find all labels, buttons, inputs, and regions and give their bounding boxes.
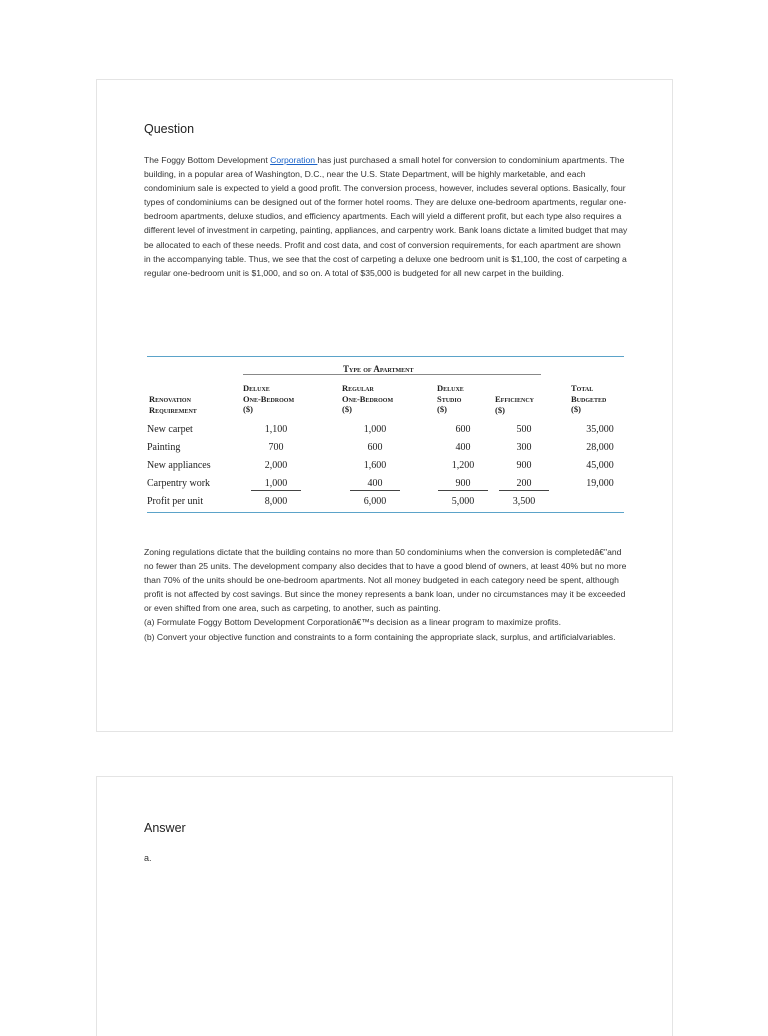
table-cell: 600	[367, 442, 383, 453]
table-cell-total: 35,000	[586, 424, 614, 435]
table-cell: 600	[455, 424, 471, 435]
row-label-new-carpet: New carpet	[147, 424, 193, 435]
table-cell: 5,000	[451, 496, 475, 507]
table-cell: 6,000	[363, 496, 387, 507]
question-followup	[144, 545, 628, 644]
corporation-link[interactable]: Corporation	[270, 155, 318, 165]
table-cell: 1,100	[264, 424, 288, 435]
part-a-prompt: (a) Formulate Foggy Bottom Development Corporationâ€™s decision as a linear program to maximize profits.	[144, 617, 561, 628]
table-cell: 400	[350, 478, 400, 491]
answer-card	[96, 776, 673, 1036]
row-label-new-appliances: New appliances	[147, 460, 211, 471]
zoning-paragraph: Zoning regulations dictate that the building contains no more than 50 condominiums when the conversion is completedâ€"and no fewer than 25 units. The development company also decides that to have a good blend of owners, at least 40% but no more than 70% of the units should be one-bedroom apartments. Not all money budgeted in each category need be spent, although profit is not affected by cost savings. But since the money represents a bank loan, under no circumstances may it be exceeded or even shifted from one area, such as carpeting, to another, such as painting.	[144, 547, 627, 614]
group-header-underline	[243, 374, 541, 375]
table-cell: 500	[516, 424, 532, 435]
table-cell: 8,000	[264, 496, 288, 507]
part-b-prompt: (b) Convert your objective function and constraints to a form containing the appropriate slack, surplus, and artificialvariables.	[144, 631, 616, 642]
intro-text-start: The Foggy Bottom Development	[144, 155, 271, 165]
apartment-cost-table	[147, 356, 624, 514]
type-of-apartment-header: Type of Apartment	[343, 364, 414, 374]
table-cell-total: 19,000	[586, 478, 614, 489]
intro-text-rest: has just purchased a small hotel for conversion to condominium apartments. The building, in a popular area of Washington, D.C., near the U.S. State Department, will be highly marketable, and each condominium sale is expected to yield a good profit. The conversion process, however, includes several options. Basically, four types of condominiums can be designed out of the former hotel rooms. They are deluxe one-bedroom apartments, regular one-bedroom apartments, deluxe studios, and efficiency apartments. Each will yield a different profit, but each type also requires a different level of investment in carpeting, painting, appliances, and carpentry work. Bank loans dictate a limited budget that may be allocated to each of these needs. Profit and cost data, and cost of conversion requirements, for each apartment are shown in the accompanying table. Thus, we see that the cost of carpeting a deluxe one bedroom unit is $1,100, the cost of carpeting a regular one-bedroom unit is $1,000, and so on. A total of $35,000 is budgeted for all new carpet in the building.	[144, 155, 628, 278]
table-cell: 2,000	[264, 460, 288, 471]
col-header-deluxe-one-bedroom: Deluxe One-Bedroom ($)	[243, 383, 295, 414]
col-header-requirement: Renovation Requirement	[149, 394, 197, 415]
table-cell: 1,600	[363, 460, 387, 471]
question-intro	[144, 153, 628, 280]
row-label-profit-per-unit: Profit per unit	[147, 496, 204, 507]
question-card	[96, 79, 673, 732]
table-cell: 1,000	[363, 424, 387, 435]
table-cell: 700	[268, 442, 284, 453]
table-cell: 900	[438, 478, 488, 491]
table-cell-total: 45,000	[586, 460, 614, 471]
row-label-carpentry-work: Carpentry work	[147, 478, 211, 489]
answer-part-a: a.	[144, 853, 152, 863]
col-header-deluxe-studio: Deluxe Studio ($)	[437, 383, 464, 414]
col-header-total-budgeted: Total Budgeted ($)	[571, 383, 607, 414]
table-cell: 1,200	[451, 460, 475, 471]
table-cell: 200	[499, 478, 549, 491]
table-cell: 1,000	[251, 478, 301, 491]
question-heading: Question	[144, 122, 195, 136]
table-cell: 900	[516, 460, 532, 471]
table-cell-total: 28,000	[586, 442, 614, 453]
answer-heading: Answer	[144, 821, 186, 835]
table-cell: 3,500	[512, 496, 536, 507]
row-label-painting: Painting	[147, 442, 181, 453]
table-bottom-rule	[147, 512, 624, 513]
table-cell: 400	[455, 442, 471, 453]
col-header-efficiency: Efficiency ($)	[495, 394, 535, 415]
col-header-regular-one-bedroom: Regular One-Bedroom ($)	[342, 383, 394, 414]
table-top-rule	[147, 356, 624, 357]
table-cell: 300	[516, 442, 532, 453]
